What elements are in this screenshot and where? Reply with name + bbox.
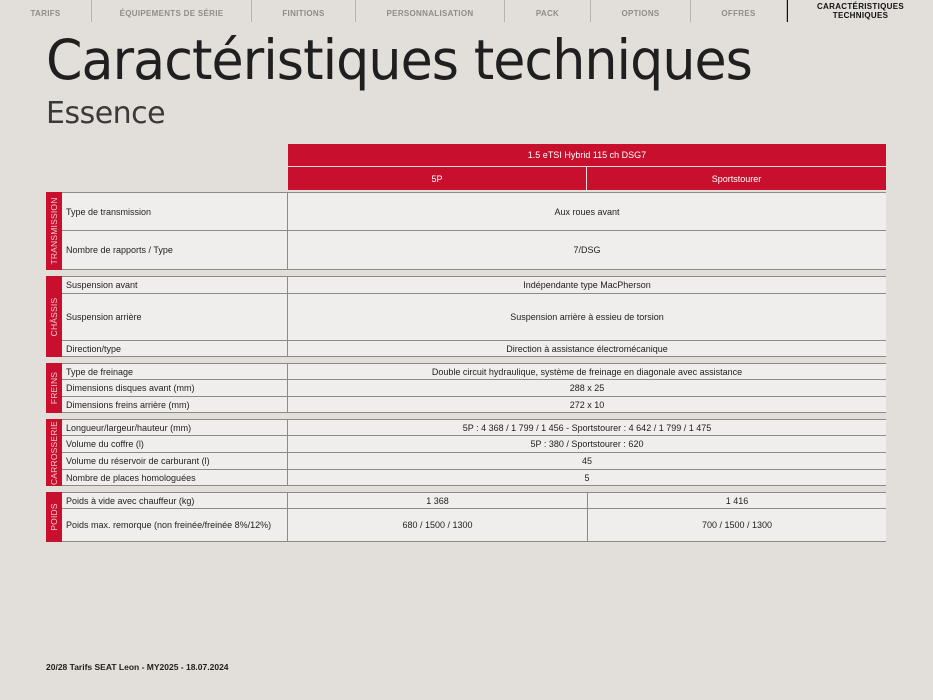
row-value: 45 — [581, 456, 592, 466]
group-chassis — [46, 276, 886, 357]
category-label: FREINS — [46, 363, 62, 413]
category-label: CHÂSSIS — [46, 276, 62, 357]
nav-active-line2: TECHNIQUES — [832, 11, 889, 20]
group-transmission — [46, 192, 886, 270]
row-value-5p: 1 368 — [426, 495, 449, 506]
nav-tab-tarifs[interactable]: TARIFS — [0, 0, 92, 22]
row-value: 272 x 10 — [569, 399, 605, 410]
row-label: Volume du réservoir de carburant (l) — [62, 453, 288, 469]
nav-tab-pack[interactable]: PACK — [505, 0, 591, 22]
table-row — [62, 276, 886, 294]
category-label: CARROSSERIE — [46, 419, 62, 486]
row-value: Indépendante type MacPherson — [523, 280, 651, 290]
row-label: Longueur/largeur/hauteur (mm) — [62, 420, 288, 435]
nav-tab-personnalisation[interactable]: PERSONNALISATION — [356, 0, 505, 22]
row-label: Dimensions freins arrière (mm) — [62, 397, 288, 412]
nav-tab-equipements[interactable]: ÉQUIPEMENTS DE SÉRIE — [92, 0, 252, 22]
nav-tab-options[interactable]: OPTIONS — [591, 0, 691, 22]
row-label: Suspension avant — [62, 277, 288, 293]
table-row — [62, 192, 886, 231]
row-value: 7/DSG — [573, 245, 601, 255]
row-value: Direction à assistance électromécanique — [506, 343, 668, 354]
row-label: Type de transmission — [62, 193, 288, 230]
table-row — [62, 492, 886, 509]
category-label: POIDS — [46, 492, 62, 542]
row-label: Poids à vide avec chauffeur (kg) — [62, 493, 288, 508]
row-label: Volume du coffre (l) — [62, 436, 288, 452]
row-label: Nombre de rapports / Type — [62, 231, 288, 269]
nav-tab-caracteristiques-active[interactable] — [787, 0, 933, 22]
engine-header: 1.5 eTSI Hybrid 115 ch DSG7 — [288, 144, 886, 166]
table-row — [62, 294, 886, 341]
nav-tab-offres[interactable]: OFFRES — [691, 0, 787, 22]
row-value: Aux roues avant — [554, 206, 620, 217]
page-subtitle: Essence — [46, 96, 166, 131]
table-row — [62, 231, 886, 270]
page-title: Caractéristiques techniques — [46, 28, 752, 92]
table-row — [62, 397, 886, 413]
row-value: Suspension arrière à essieu de torsion — [510, 312, 664, 322]
nav-active-line1: CARACTÉRISTIQUES — [816, 2, 905, 11]
group-carrosserie — [46, 419, 886, 486]
page-footer: 20/28 Tarifs SEAT Leon - MY2025 - 18.07.2024 — [46, 662, 229, 672]
table-row — [62, 380, 886, 397]
table-row — [62, 363, 886, 380]
row-value: 288 x 25 — [569, 383, 605, 393]
table-row — [62, 436, 886, 453]
row-value-sportstourer: 700 / 1500 / 1300 — [587, 509, 886, 541]
row-value: Double circuit hydraulique, système de freinage en diagonale avec assistance — [431, 366, 743, 377]
table-row — [62, 509, 886, 542]
column-header-sportstourer: Sportstourer — [587, 167, 886, 190]
nav-tab-finitions[interactable]: FINITIONS — [252, 0, 356, 22]
top-navigation — [0, 0, 933, 22]
row-label: Dimensions disques avant (mm) — [62, 380, 288, 396]
table-row — [62, 470, 886, 486]
row-label: Direction/type — [62, 341, 288, 356]
group-poids — [46, 492, 886, 542]
row-label: Poids max. remorque (non freinée/freinée 8%/12%) — [62, 509, 288, 541]
row-value: 5P : 380 / Sportstourer : 620 — [530, 439, 644, 449]
row-label: Type de freinage — [62, 364, 288, 379]
column-header-5p: 5P — [288, 167, 586, 190]
table-row — [62, 341, 886, 357]
row-label: Nombre de places homologuées — [62, 470, 288, 485]
row-value-sportstourer: 1 416 — [587, 493, 886, 508]
row-value: 5P : 4 368 / 1 799 / 1 456 - Sportstourer : 4 642 / 1 799 / 1 475 — [462, 422, 712, 433]
row-value: 5 — [584, 472, 590, 483]
row-value-5p: 680 / 1500 / 1300 — [402, 520, 473, 530]
group-freins — [46, 363, 886, 413]
table-row — [62, 419, 886, 436]
category-label: TRANSMISSION — [46, 192, 62, 270]
table-row — [62, 453, 886, 470]
row-label: Suspension arrière — [62, 294, 288, 340]
